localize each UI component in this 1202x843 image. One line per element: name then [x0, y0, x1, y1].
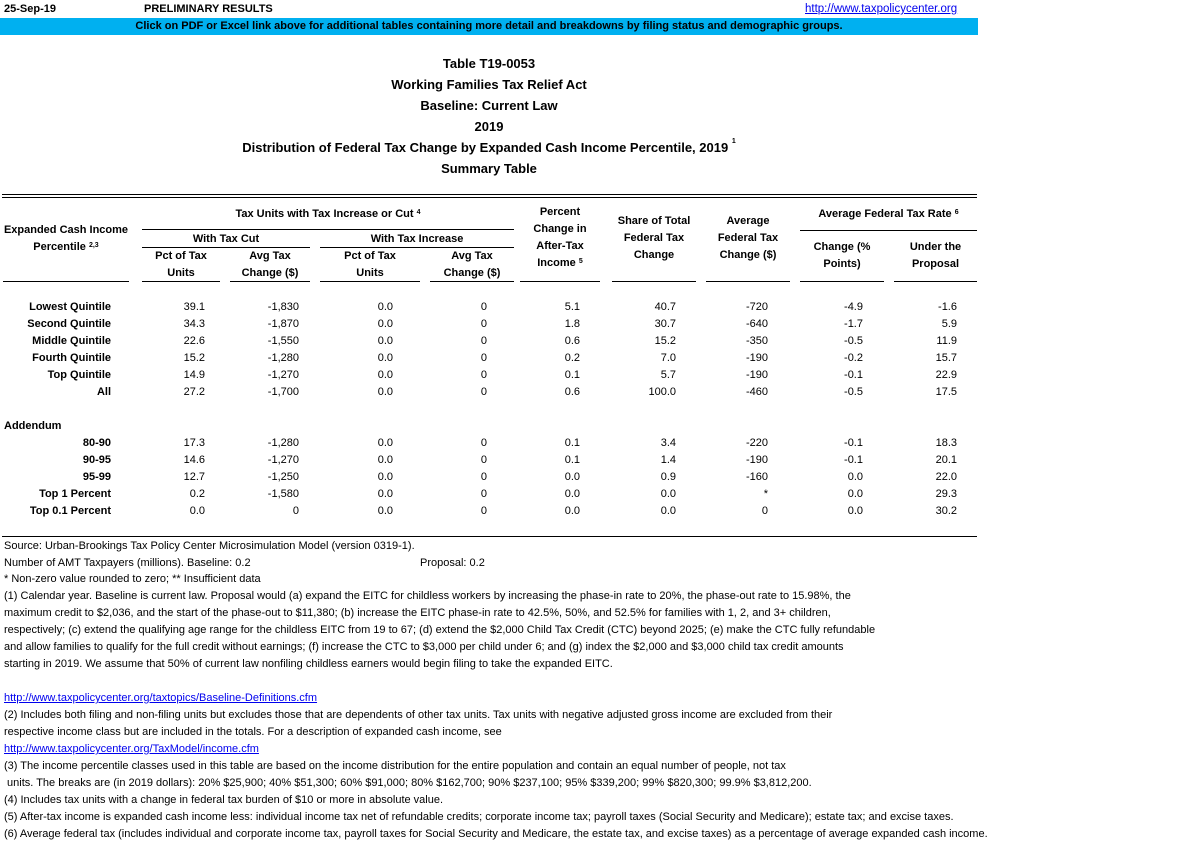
table-cell: 22.6	[183, 335, 205, 347]
baseline-title: Baseline: Current Law	[420, 98, 558, 113]
table-cell: 5.1	[564, 301, 580, 313]
footnote-3-line: (3) The income percentile classes used in this table are based on the income distribution for the entire population and contain an equal number of people, not tax	[4, 760, 786, 772]
table-cell: -1,700	[267, 386, 299, 398]
rule	[612, 281, 696, 282]
table-cell: 17.5	[935, 386, 957, 398]
table-cell: -720	[745, 301, 768, 313]
source-note: Source: Urban-Brookings Tax Policy Center Microsimulation Model (version 0319-1).	[4, 540, 415, 552]
tax-units-group-header	[142, 206, 514, 223]
footnote-ref: 6	[954, 209, 959, 216]
footnote-1-line: respectively; (c) extend the qualifying age range for the childless EITC from 19 to 67; (d) extend the $2,000 Child Tax Credit (CTC) beyond 2025; (e) make the CTC fully refundable	[4, 624, 876, 636]
table-cell: 0.0	[660, 505, 676, 517]
table-cell: 0	[480, 386, 487, 398]
table-cell: -1,830	[267, 301, 299, 313]
table-cell: -0.5	[844, 386, 863, 398]
row-label: Top Quintile	[47, 369, 111, 381]
table-cell: -4.9	[844, 301, 863, 313]
table-cell: -1,580	[267, 488, 299, 500]
tpc-site-link[interactable]: http://www.taxpolicycenter.org	[805, 3, 958, 15]
addendum-label: Addendum	[4, 420, 62, 432]
pct-change-header	[520, 204, 600, 272]
footnote-1-line: (1) Calendar year. Baseline is current law. Proposal would (a) expand the EITC for childless workers by increasing the phase-in rate to 20%, the phase-out rate to 15.98%, the	[4, 590, 851, 602]
table-cell: 0	[480, 318, 487, 330]
table-cell: 0.0	[660, 488, 676, 500]
table-cell: 0.0	[377, 471, 393, 483]
table-cell: 27.2	[183, 386, 205, 398]
table-cell: 18.3	[935, 437, 957, 449]
table-cell: 0	[480, 335, 487, 347]
footnote-ref: 4	[416, 209, 421, 216]
footnote-6: (6) Average federal tax (includes individual and corporate income tax, payroll taxes for Social Security and Medicare, the estate tax, and excise taxes) as a percentage of average expanded cash income.	[4, 828, 988, 840]
footnote-1-line: starting in 2019. We assume that 50% of current law nonfiling childless earners would begin filing to take the expanded EITC.	[4, 658, 613, 670]
table-cell: -1,270	[267, 454, 299, 466]
info-banner	[0, 18, 978, 35]
table-cell: 20.1	[935, 454, 957, 466]
header-line: Federal Tax	[623, 232, 685, 244]
table-cell: 0.6	[564, 386, 580, 398]
inc-avg-change-header	[430, 248, 514, 282]
table-cell: 0.1	[564, 437, 580, 449]
table-cell: 14.6	[183, 454, 205, 466]
table-cell: 0.0	[377, 369, 393, 381]
table-cell: 0	[480, 505, 487, 517]
table-cell: -0.1	[844, 454, 863, 466]
table-cell: 29.3	[935, 488, 957, 500]
act-title: Working Families Tax Relief Act	[391, 77, 587, 92]
table-cell: 17.3	[183, 437, 205, 449]
table-cell: 12.7	[183, 471, 205, 483]
avg-federal-change-header	[706, 213, 790, 264]
header-line: Change	[633, 249, 675, 261]
amt-baseline: Number of AMT Taxpayers (millions). Baseline: 0.2	[4, 557, 251, 569]
rule	[230, 281, 310, 282]
table-cell: 0	[480, 437, 487, 449]
table-cell: -0.2	[844, 352, 863, 364]
table-cell: 0	[480, 471, 487, 483]
tax-units-group-text: Tax Units with Tax Increase or Cut	[235, 208, 414, 220]
table-cell: 0.2	[564, 352, 580, 364]
col-percentile-line2	[0, 239, 132, 256]
table-cell: 15.2	[183, 352, 205, 364]
income-definition-link[interactable]: http://www.taxpolicycenter.org/TaxModel/income.cfm	[4, 743, 259, 755]
rule	[520, 281, 600, 282]
header-line: Avg Tax	[249, 250, 291, 262]
table-cell: 11.9	[936, 335, 957, 347]
header-line: Units	[167, 267, 195, 279]
table-cell: 0.9	[660, 471, 676, 483]
table-cell: 15.2	[654, 335, 676, 347]
table-cell: 15.7	[935, 352, 957, 364]
table-cell: 22.9	[935, 369, 957, 381]
row-label: 80-90	[82, 437, 111, 449]
footnote-1-line: maximum credit to $2,036, and the start of the phase-out to $11,380; (b) increase the EITC phase-in rate to 42.5%, 50%, and 52.5% for families with 1, 2, and 3+ children,	[4, 607, 831, 619]
top-rule-2	[2, 197, 977, 198]
table-cell: 40.7	[654, 301, 676, 313]
table-cell: -460	[745, 386, 768, 398]
header-line: Change ($)	[241, 267, 299, 279]
with-tax-increase-header: With Tax Increase	[370, 233, 464, 245]
header-line: Pct of Tax	[155, 250, 207, 262]
bottom-rule	[2, 536, 977, 537]
header-line: Federal Tax	[717, 232, 779, 244]
table-cell: -1,870	[267, 318, 299, 330]
header-line: Percent	[539, 206, 581, 218]
table-cell: 0.0	[377, 335, 393, 347]
table-cell: -0.5	[844, 335, 863, 347]
table-cell: 0.0	[377, 386, 393, 398]
avg-rate-group-header	[800, 206, 977, 223]
col-percentile-text: Percentile	[33, 241, 86, 253]
table-cell: -640	[745, 318, 768, 330]
table-cell: 0.0	[564, 505, 580, 517]
header-line: Avg Tax	[451, 250, 493, 262]
table-cell: -160	[745, 471, 768, 483]
table-cell: 0	[480, 352, 487, 364]
footnote-4: (4) Includes tax units with a change in federal tax burden of $10 or more in absolute value.	[4, 794, 444, 806]
footnote-2-line: respective income class but are included in the totals. For a description of expanded cash income, see	[4, 726, 502, 738]
row-label: Second Quintile	[27, 318, 111, 330]
footnote-5: (5) After-tax income is expanded cash income less: individual income tax net of refundable credits; corporate income tax; payroll taxes (Social Security and Medicare); estate tax; and excise taxes.	[4, 811, 954, 823]
table-cell: -1,270	[267, 369, 299, 381]
table-cell: 0.0	[564, 488, 580, 500]
cut-avg-change-header	[230, 248, 310, 282]
table-cell: 0	[761, 505, 768, 517]
footnote-ref: 2,3	[88, 242, 99, 249]
col-percentile-header	[0, 222, 132, 256]
with-tax-cut-header: With Tax Cut	[192, 233, 260, 245]
table-cell: 14.9	[183, 369, 205, 381]
rate-under-header	[894, 239, 977, 273]
rule	[430, 281, 514, 282]
table-cell: 3.4	[660, 437, 676, 449]
row-label: Lowest Quintile	[29, 301, 111, 313]
avg-rate-group-text: Average Federal Tax Rate	[818, 208, 952, 220]
table-cell: 7.0	[660, 352, 676, 364]
table-cell: -1,250	[267, 471, 299, 483]
summary-title: Summary Table	[441, 161, 537, 176]
table-cell: 0	[292, 505, 299, 517]
header-line: Units	[356, 267, 384, 279]
table-cell: 22.0	[935, 471, 957, 483]
table-cell: 100.0	[648, 386, 676, 398]
inc-pct-units-header	[320, 248, 420, 282]
header-line: Change ($)	[719, 249, 777, 261]
table-cell: 0	[480, 369, 487, 381]
table-cell: 0.0	[847, 471, 863, 483]
table-cell: 0	[480, 454, 487, 466]
table-cell: 39.1	[183, 301, 205, 313]
report-date: 25-Sep-19	[4, 3, 56, 15]
table-cell: 1.8	[564, 318, 580, 330]
footnote-ref: 1	[731, 138, 736, 145]
footnote-3-line: units. The breaks are (in 2019 dollars): 20% $25,900; 40% $51,300; 60% $91,000; 80% $162,700; 90% $237,100; 95% $339,200; 99% $820,300; 99.9% $3,812,200.	[4, 777, 812, 789]
row-label: Top 0.1 Percent	[29, 505, 111, 517]
table-cell: 0.0	[189, 505, 205, 517]
table-cell: -190	[745, 369, 768, 381]
table-cell: 0.0	[377, 454, 393, 466]
share-header	[612, 213, 696, 264]
header-text: Income	[537, 257, 576, 269]
info-banner-text: Click on PDF or Excel link above for additional tables containing more detail and breakdowns by filing status and demographic groups.	[135, 20, 843, 32]
table-cell: 0.1	[564, 369, 580, 381]
table-id: Table T19-0053	[442, 56, 536, 71]
footnote-2-line: (2) Includes both filing and non-filing units but excludes those that are dependents of other tax units. Tax units with negative adjusted gross income are excluded from their	[4, 709, 833, 721]
rule	[320, 281, 420, 282]
table-cell: 30.2	[935, 505, 957, 517]
table-cell: -1.7	[844, 318, 863, 330]
table-cell: 0.0	[377, 437, 393, 449]
table-cell: 0.0	[377, 505, 393, 517]
table-cell: 0.0	[377, 488, 393, 500]
table-cell: 34.3	[183, 318, 205, 330]
header-line: Pct of Tax	[344, 250, 396, 262]
row-label: 95-99	[82, 471, 111, 483]
table-cell: 0.6	[564, 335, 580, 347]
table-cell: -1,280	[267, 437, 299, 449]
rule	[142, 281, 220, 282]
footnote-ref: 5	[578, 258, 583, 265]
cut-pct-units-header	[142, 248, 220, 282]
amt-proposal: Proposal: 0.2	[420, 557, 485, 569]
table-cell: -190	[745, 454, 768, 466]
row-label: 90-95	[82, 454, 111, 466]
table-cell: 0.0	[847, 488, 863, 500]
table-cell: -1.6	[938, 301, 957, 313]
header-line: Change (%	[813, 241, 871, 253]
table-cell: 0.0	[377, 318, 393, 330]
table-cell: 0.0	[377, 301, 393, 313]
header-line: Proposal	[911, 258, 960, 270]
header-line: Change ($)	[443, 267, 501, 279]
rule	[894, 281, 977, 282]
row-label: All	[96, 386, 111, 398]
table-cell: -1,550	[267, 335, 299, 347]
header-line: Points)	[823, 258, 861, 270]
table-cell: -0.1	[844, 437, 863, 449]
table-cell: 0.0	[564, 471, 580, 483]
rule	[800, 230, 977, 231]
table-cell: -220	[745, 437, 768, 449]
table-cell: 1.4	[660, 454, 676, 466]
rule	[3, 281, 129, 282]
table-cell: 0	[480, 301, 487, 313]
rate-change-header	[800, 239, 884, 273]
table-cell: 0	[480, 488, 487, 500]
distribution-title-text: Distribution of Federal Tax Change by Expanded Cash Income Percentile, 2019	[242, 140, 729, 155]
legend-note: * Non-zero value rounded to zero; ** Insufficient data	[4, 573, 261, 585]
table-cell: 5.9	[941, 318, 957, 330]
header-line: Share of Total	[617, 215, 691, 227]
table-cell: 0.0	[847, 505, 863, 517]
header-line: After-Tax	[536, 240, 584, 252]
top-rule	[2, 194, 977, 195]
col-percentile-line1: Expanded Cash Income	[3, 224, 129, 236]
rule	[800, 281, 884, 282]
baseline-definitions-link[interactable]: http://www.taxpolicycenter.org/taxtopics/Baseline-Definitions.cfm	[4, 692, 318, 704]
table-cell: *	[763, 488, 768, 500]
rule	[142, 229, 514, 230]
preliminary-label: PRELIMINARY RESULTS	[144, 3, 273, 15]
header-line: Change in	[533, 223, 587, 235]
table-cell: -0.1	[844, 369, 863, 381]
year-title: 2019	[474, 119, 504, 134]
row-label: Top 1 Percent	[39, 488, 111, 500]
header-line	[520, 255, 600, 272]
table-cell: -190	[745, 352, 768, 364]
row-label: Middle Quintile	[32, 335, 111, 347]
table-cell: 0.0	[377, 352, 393, 364]
header-line: Under the	[909, 241, 962, 253]
table-cell: 0.1	[564, 454, 580, 466]
header-line: Average	[726, 215, 770, 227]
footnote-1-line: and allow families to qualify for the full credit without earnings; (f) increase the CTC to $3,000 per child under 6; and (g) index the $2,000 and $3,000 child tax credit amounts	[4, 641, 844, 653]
distribution-title	[0, 140, 978, 155]
rule	[706, 281, 790, 282]
table-cell: 30.7	[654, 318, 676, 330]
table-cell: 0.2	[189, 488, 205, 500]
table-cell: -350	[745, 335, 768, 347]
table-cell: 5.7	[660, 369, 676, 381]
row-label: Fourth Quintile	[32, 352, 111, 364]
table-cell: -1,280	[267, 352, 299, 364]
